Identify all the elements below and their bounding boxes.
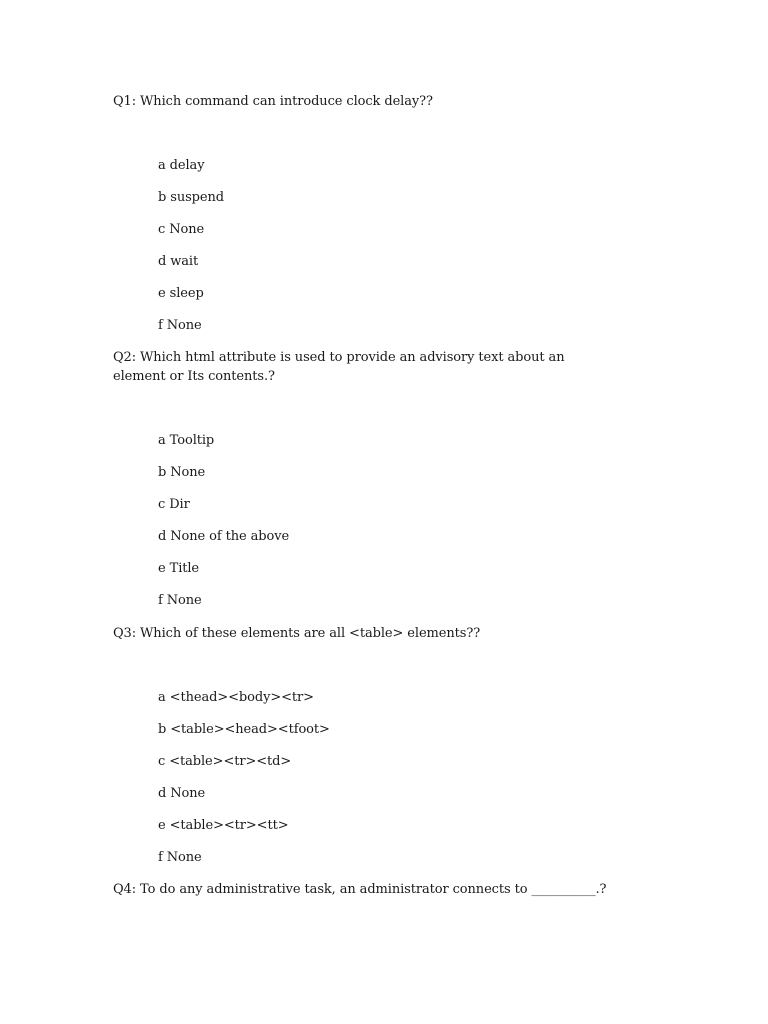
question-3-option-d: d None (158, 786, 206, 801)
question-1: Q1: Which command can introduce clock delay?? (113, 94, 433, 109)
question-2-option-a: a Tooltip (158, 433, 215, 448)
question-2: Q2: Which html attribute is used to provide an advisory text about an element or Its contents.? (113, 350, 565, 384)
question-1-option-f: f None (158, 318, 202, 333)
question-3-option-c: c <table><tr><td> (158, 754, 292, 769)
question-2-option-d: d None of the above (158, 529, 290, 544)
question-2-option-f: f None (158, 593, 202, 608)
question-3: Q3: Which of these elements are all <table> elements?? (113, 626, 481, 641)
question-3-option-e: e <table><tr><tt> (158, 818, 289, 833)
question-1-option-b: b suspend (158, 190, 224, 205)
question-1-option-e: e sleep (158, 286, 204, 301)
question-3-option-a: a <thead><body><tr> (158, 690, 314, 705)
question-1-option-a: a delay (158, 158, 205, 173)
question-2-option-c: c Dir (158, 497, 190, 512)
question-1-option-d: d wait (158, 254, 199, 269)
question-2-option-b: b None (158, 465, 206, 480)
question-2-option-e: e Title (158, 561, 200, 576)
question-1-option-c: c None (158, 222, 205, 237)
question-3-option-b: b <table><head><tfoot> (158, 722, 330, 737)
question-4: Q4: To do any administrative task, an administrator connects to __________.? (113, 882, 607, 897)
question-3-option-f: f None (158, 850, 202, 865)
